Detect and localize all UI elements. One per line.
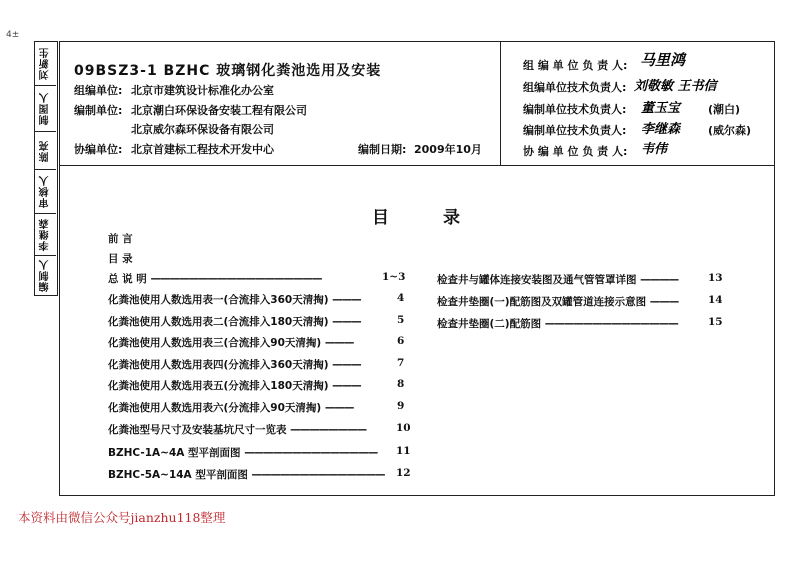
- toc-entry-text: BZHC-5A~14A 型平剖面图: [108, 469, 248, 481]
- sidebar-text: 编制人: [40, 258, 51, 292]
- approval-sidebar: [34, 41, 58, 296]
- toc-entry: [108, 292, 361, 307]
- margin-mark: 4±: [6, 30, 20, 40]
- signature: 马里鸿: [640, 51, 686, 69]
- toc-entry-text: 化粪池型号尺寸及安装基坑尺寸一览表: [108, 424, 287, 436]
- sidebar-cell-3: [35, 170, 56, 214]
- toc-entry-page: 9: [397, 400, 405, 412]
- toc-entry-leader: ———: [332, 359, 361, 371]
- toc-entry-text: 化粪池使用人数选用表一(合流排入360天清掏): [108, 294, 329, 306]
- toc-entry: [437, 272, 678, 287]
- toc-entry: [108, 467, 385, 482]
- sidebar-text: 制图人: [40, 92, 51, 125]
- editor-value-1: 北京潮白环保设备安装工程有限公司: [131, 104, 307, 117]
- toc-entry: [437, 316, 678, 331]
- sidebar-cell-1: [35, 86, 56, 132]
- toc-entry: [108, 378, 361, 393]
- toc-entry-text: 检查井垫圈(二)配筋图: [437, 318, 542, 330]
- signature: 刘敬敏 王书信: [634, 79, 717, 94]
- toc-entry-page: 7: [397, 357, 405, 369]
- toc-entry-leader: ——————————————————: [150, 273, 322, 285]
- toc-entry-page: 13: [708, 272, 723, 284]
- toc-entry: [108, 271, 321, 286]
- sidebar-cell-2: [35, 132, 56, 170]
- toc-entry: [108, 422, 366, 437]
- responsible-label: 编制单位技术负责人:: [523, 124, 627, 137]
- responsible-label: 编制单位技术负责人:: [523, 103, 627, 116]
- toc-entry-leader: ———: [332, 380, 361, 392]
- toc-entry-text: 化粪池使用人数选用表四(分流排入360天清掏): [108, 359, 329, 371]
- toc-entry-page: 11: [396, 445, 411, 457]
- toc-entry-text: 化粪池使用人数选用表六(分流排入90天清掏): [108, 402, 322, 414]
- toc-entry-leader: ———: [324, 337, 354, 349]
- assist-label: 协编单位:: [74, 143, 123, 156]
- org-value: 北京市建筑设计标准化办公室: [131, 84, 274, 97]
- toc-entry-text: 化粪池使用人数选用表二(合流排入180天清掏): [108, 316, 329, 328]
- org-label: 组编单位:: [74, 84, 123, 97]
- toc-entry-leader: ————: [640, 274, 679, 286]
- toc-entry-leader: ———: [332, 294, 361, 306]
- document-title: 09BSZ3-1 BZHC 玻璃钢化粪池选用及安装: [74, 63, 382, 79]
- toc-entry-page: 15: [708, 316, 723, 328]
- toc-entry-text: 化粪池使用人数选用表三(合流排入90天清掏): [108, 337, 322, 349]
- sidebar-text: 李继森: [40, 218, 51, 251]
- editor-value-2: 北京威尔森环保设备有限公司: [131, 123, 274, 136]
- responsible-label: 组编单位技术负责人:: [523, 81, 627, 94]
- responsible-note: (潮白): [708, 103, 741, 116]
- toc-intro-item: 目 录: [108, 253, 133, 265]
- toc-entry: [437, 294, 678, 309]
- toc-entry-leader: ———: [324, 402, 354, 414]
- toc-entry-leader: ——————————————: [544, 318, 678, 330]
- toc-entry-leader: ————————: [290, 424, 367, 436]
- toc-entry: [108, 400, 353, 415]
- signature: 董玉宝: [641, 101, 681, 116]
- toc-entry-page: 14: [708, 294, 723, 306]
- date-label: 编制日期:: [358, 143, 407, 156]
- toc-entry-page: 8: [397, 378, 405, 390]
- sidebar-text: 陈亮: [40, 139, 51, 162]
- signature: 李继森: [641, 122, 681, 137]
- signature: 韦伟: [641, 142, 668, 157]
- toc-title: 目录: [372, 208, 514, 228]
- sidebar-cell-5: [35, 256, 56, 294]
- toc-entry: [108, 445, 377, 460]
- watermark-text: 本资料由微信公众号jianzhu118整理: [18, 510, 226, 525]
- toc-entry-page: 4: [397, 292, 405, 304]
- responsible-note: (威尔森): [708, 124, 752, 137]
- toc-entry-text: 化粪池使用人数选用表五(分流排入180天清掏): [108, 380, 329, 392]
- toc-entry-text: 检查井与罐体连接安装图及通气管管罩详图: [437, 274, 637, 286]
- header-divider: [59, 165, 775, 166]
- toc-entry-leader: ——————————————: [251, 469, 385, 481]
- toc-entry-text: 总 说 明: [108, 273, 147, 285]
- toc-entry-leader: ———: [332, 316, 361, 328]
- toc-entry-page: 10: [396, 422, 411, 434]
- assist-value: 北京首建标工程技术开发中心: [131, 143, 274, 156]
- toc-entry: [108, 335, 353, 350]
- responsible-label: 组 编 单 位 负 责 人:: [523, 59, 628, 72]
- toc-entry-leader: ———: [649, 296, 679, 308]
- toc-entry-text: 检查井垫圈(一)配筋图及双罐管道连接示意图: [437, 296, 647, 308]
- responsible-label: 协 编 单 位 负 责 人:: [523, 145, 628, 158]
- toc-entry: [108, 357, 361, 372]
- toc-entry-page: 5: [397, 314, 405, 326]
- editor-label: 编制单位:: [74, 104, 123, 117]
- toc-entry-page: 1~3: [382, 271, 406, 283]
- toc-intro-item: 前 言: [108, 233, 133, 245]
- sidebar-text: 审核人: [40, 175, 51, 208]
- toc-entry-page: 6: [397, 335, 405, 347]
- toc-entry-page: 12: [396, 467, 411, 479]
- sidebar-text: 刘新生: [40, 47, 51, 80]
- sidebar-cell-0: [35, 42, 56, 86]
- toc-entry: [108, 314, 361, 329]
- toc-entry-leader: ——————————————: [244, 447, 378, 459]
- header-column-divider: [500, 41, 501, 165]
- sidebar-cell-4: [35, 214, 56, 256]
- toc-entry-text: BZHC-1A~4A 型平剖面图: [108, 447, 241, 459]
- date-value: 2009年10月: [414, 143, 482, 156]
